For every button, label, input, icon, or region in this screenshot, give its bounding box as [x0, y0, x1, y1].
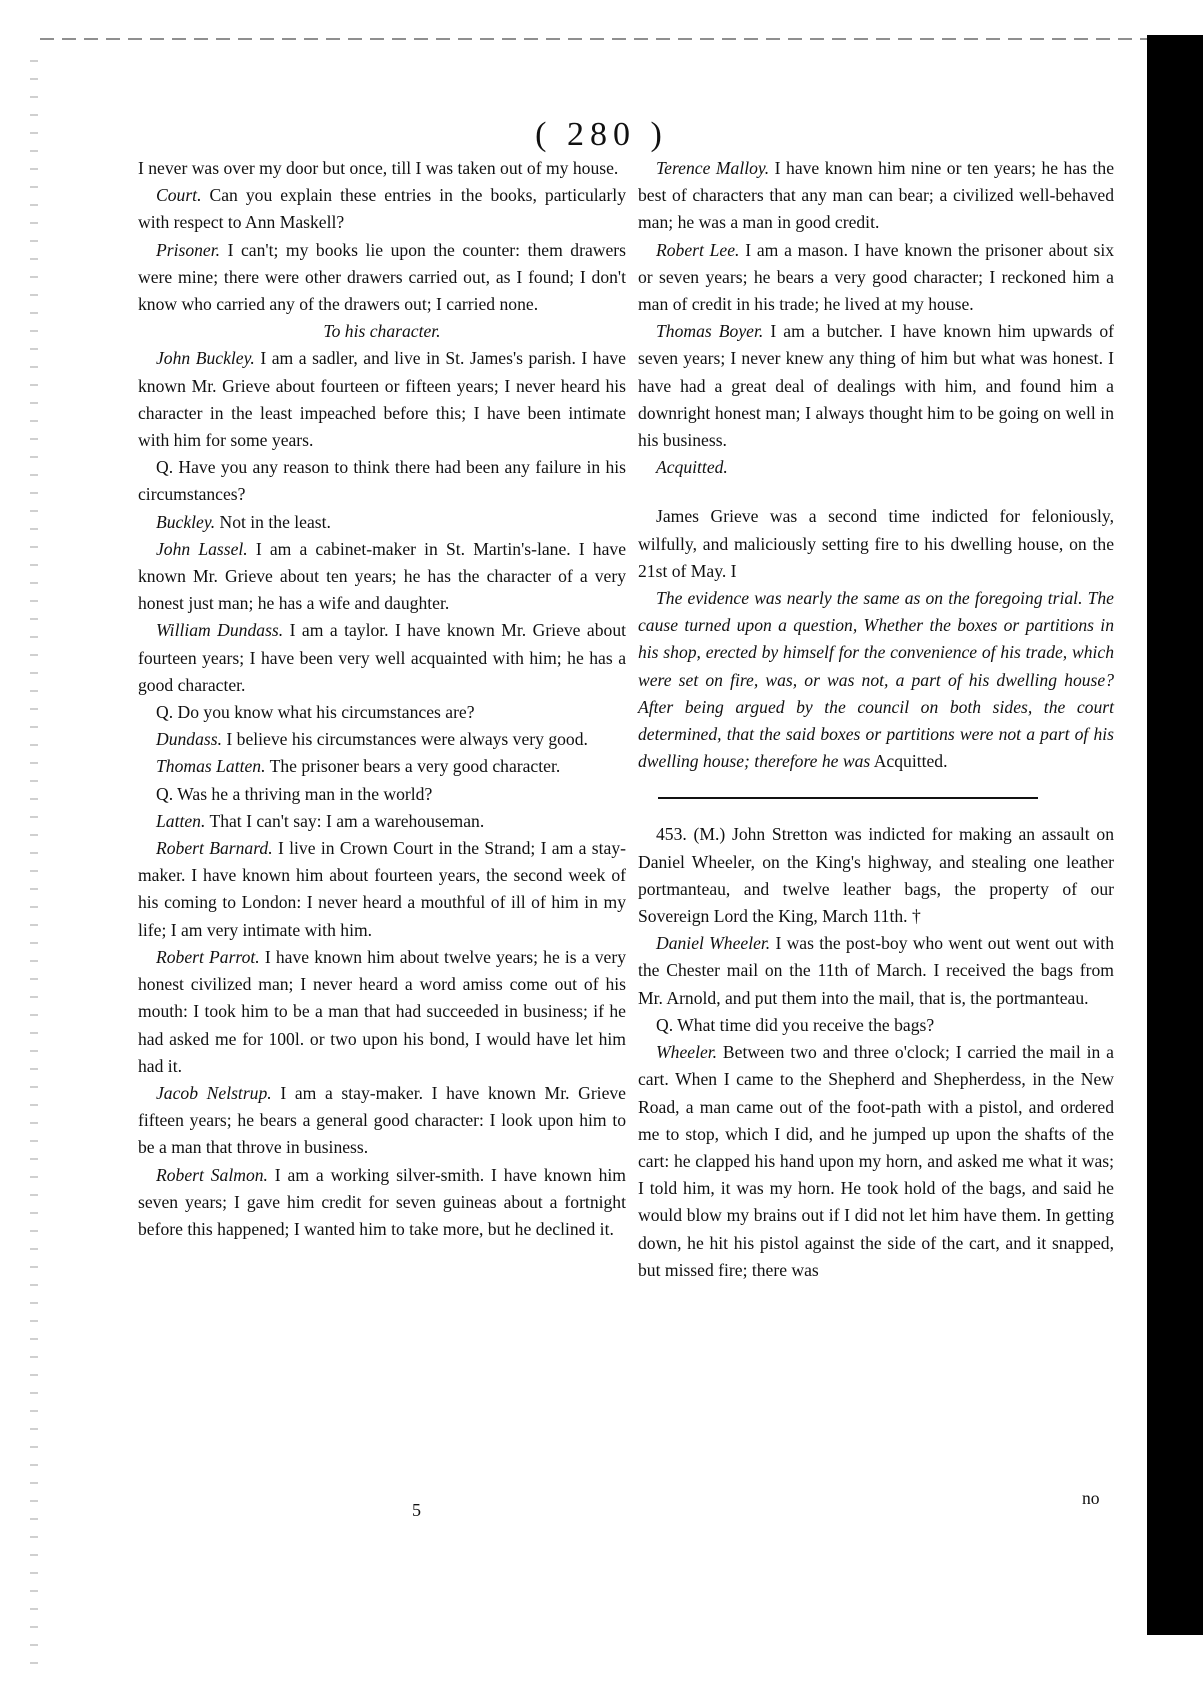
- speaker-name: Robert Lee.: [656, 239, 740, 260]
- testimony-text: I have known him nine or ten years; he has the best of characters that any man can bear; a civilized well-behaved man; he was a man in good credit.: [638, 158, 1115, 233]
- speaker-name: Prisoner.: [156, 239, 221, 260]
- scan-top-rule: [40, 38, 1150, 40]
- question: Q. Was he a thriving man in the world?: [156, 783, 433, 804]
- signature-mark: 5: [412, 1500, 421, 1520]
- testimony-text: I have known him about twelve years; he is a very honest civilized man; I never heard a word amiss come out of his mouth: I took him to be a man that had succeeded in business; if he had asked me for 100l. or two upon his bond, I would have let him had it.: [138, 946, 627, 1076]
- speaker-name: Thomas Boyer.: [656, 321, 764, 342]
- paragraph: [138, 536, 626, 618]
- speaker-name: Robert Barnard.: [156, 838, 273, 859]
- testimony-text: That I can't say: I am a warehouseman.: [205, 810, 485, 831]
- spacer: [638, 481, 1114, 503]
- question: Q. Have you any reason to think there had been any failure in his circumstances?: [138, 457, 626, 505]
- paragraph: [638, 155, 1114, 237]
- paragraph: [138, 237, 626, 319]
- testimony-text: I am a sadler, and live in St. James's parish. I have known Mr. Grieve about fourteen or fifteen years; I never heard his character in the least impeached before this; I have been intimate with him for some years.: [138, 348, 626, 451]
- testimony-text: I am a working silver-smith. I have known him seven years; I gave him credit for seven guineas about a fortnight before this happened; I wanted him to take more, but he declined it.: [138, 1164, 626, 1239]
- verdict: [638, 454, 1114, 481]
- speaker-name: Buckley.: [156, 511, 216, 532]
- testimony-text: I am a taylor. I have known Mr. Grieve about fourteen years; I have been very well acquainted with him; he has a good character.: [138, 620, 627, 695]
- paragraph: [138, 726, 626, 753]
- testimony-text: I am a butcher. I have known him upwards of seven years; I never knew any thing of him but what was honest. I have had a great deal of dealings with him, and found him a downright honest man; I always thought him to be going on well in his business.: [638, 321, 1114, 451]
- speaker-name: Jacob Nelstrup.: [156, 1082, 272, 1103]
- speaker-name: Daniel Wheeler.: [656, 933, 771, 954]
- speaker-name: Wheeler.: [656, 1042, 718, 1063]
- paragraph: [138, 1080, 626, 1162]
- testimony-text: Can you explain these entries in the books, particularly with respect to Ann Maskell?: [138, 185, 626, 233]
- indictment-paragraph: 453. (M.) John Stretton was indicted for making an assault on Daniel Wheeler, on the King's highway, and stealing one leather portmanteau, and twelve leather bags, the property of our Sovereign Lord the King, March 11th. †: [638, 824, 1114, 927]
- testimony-text: I was the post-boy who went out went out with the Chester mail on the 11th of March. I received the bags from Mr. Arnold, and put them into the mail, that is, the portmanteau.: [638, 933, 1114, 1008]
- paragraph: [138, 1162, 626, 1244]
- testimony-text: I live in Crown Court in the Strand; I am a stay-maker. I have known him about fourteen years, the second week of his coming to London: I never heard a mouthful of ill of him in my life; I am very intimate with him.: [138, 838, 626, 940]
- paragraph: [138, 753, 626, 780]
- speaker-name: Robert Parrot.: [156, 946, 260, 967]
- speaker-name: Robert Salmon.: [156, 1164, 268, 1185]
- paragraph: [638, 1039, 1114, 1284]
- testimony-text: The prisoner bears a very good character.: [265, 756, 561, 777]
- testimony-text: I am a stay-maker. I have known Mr. Grieve fifteen years; he bears a general good character: I look upon him to be a man that throve in business.: [138, 1082, 626, 1158]
- testimony-text: Not in the least.: [215, 511, 331, 532]
- speaker-name: John Lassel.: [156, 538, 248, 559]
- summary-verdict: Acquitted.: [870, 751, 948, 772]
- summary-italic: The evidence was nearly the same as on the foregoing trial. The cause turned upon a question, Whether the boxes or partitions in his shop, erected by himself for the convenience of his trade, which were set on fire, was, or was not, a part of his dwelling house? After being argued by the council on both sides, the court determined, that the said boxes or partitions were not a part of his dwelling house; therefore he was: [638, 588, 1114, 772]
- speaker-name: William Dundass.: [156, 620, 284, 641]
- paragraph: [138, 808, 626, 835]
- section-divider: [658, 797, 1038, 799]
- scan-edge-shadow: [1147, 35, 1203, 1635]
- speaker-name: Dundass.: [156, 729, 222, 750]
- speaker-name: Court.: [156, 185, 202, 206]
- scan-binding-speckle: [30, 60, 38, 1680]
- testimony-text: I am a mason. I have known the prisoner about six or seven years; he bears a very good character; I reckoned him a man of credit in his trade; he lived at my house.: [638, 239, 1114, 315]
- speaker-name: Thomas Latten.: [156, 756, 266, 777]
- question: Q. Do you know what his circumstances are?: [156, 702, 475, 723]
- paragraph: I never was over my door but once, till I was taken out of my house.: [138, 158, 619, 178]
- paragraph: [638, 237, 1114, 319]
- section-heading: To his character.: [323, 321, 441, 342]
- speaker-name: John Buckley.: [156, 348, 255, 369]
- indictment-paragraph: James Grieve was a second time indicted for feloniously, wilfully, and maliciously setting fire to his dwelling house, on the 21st of May. I: [638, 506, 1114, 581]
- verdict-text: Acquitted.: [656, 457, 728, 478]
- speaker-name: Latten.: [156, 810, 206, 831]
- testimony-text: I believe his circumstances were always very good.: [222, 729, 588, 750]
- paragraph: [638, 318, 1114, 454]
- paragraph: [638, 930, 1114, 1012]
- paragraph: [138, 835, 626, 944]
- paragraph: [138, 182, 626, 236]
- paragraph: [138, 509, 626, 536]
- right-column: [638, 155, 1114, 1284]
- page-number: ( 280 ): [535, 116, 668, 153]
- testimony-text: Between two and three o'clock; I carried the mail in a cart. When I came to the Shepherd and Shepherdess, in the New Road, a man came out of the foot-path with a pistol, and ordered me to stop, which I did, and he jumped up upon the shafts of the cart: he clapped his hand upon my horn, and asked me what it was; I told him, it was my horn. He took hold of the bags, and said he would blow my brains out if I did not let him have them. In getting down, he hit his pistol against the side of the cart, and it snapped, but missed fire; there was: [638, 1042, 1114, 1280]
- left-column: [138, 155, 626, 1243]
- testimony-text: I can't; my books lie upon the counter: them drawers were mine; there were other drawers carried out, as I found; I don't know who carried any of the drawers out; I carried none.: [138, 239, 626, 315]
- paragraph: [138, 345, 626, 454]
- testimony-text: I am a cabinet-maker in St. Martin's-lane. I have known Mr. Grieve about ten years; he has the character of a very honest just man; he has a wife and daughter.: [138, 538, 627, 614]
- paragraph: [138, 944, 626, 1080]
- question: Q. What time did you receive the bags?: [656, 1014, 935, 1035]
- speaker-name: Terence Malloy.: [656, 158, 770, 178]
- paragraph: [138, 617, 626, 699]
- catch-word: no: [1082, 1488, 1100, 1508]
- italic-summary: [638, 585, 1114, 775]
